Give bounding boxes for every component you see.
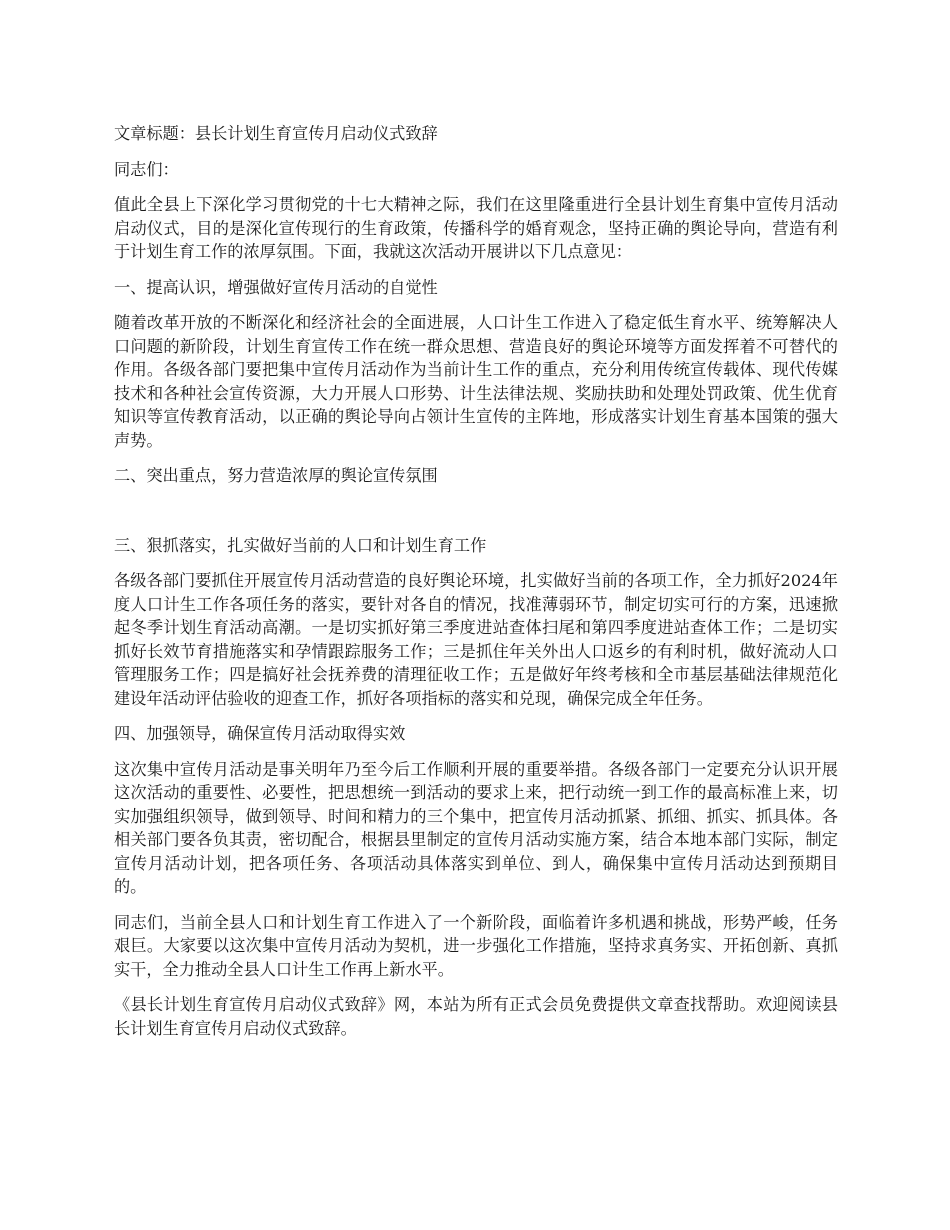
article-title: 文章标题：县长计划生育宣传月启动仪式致辞 bbox=[114, 124, 438, 143]
section-4-paragraph: 这次集中宣传月活动是事关明年乃至今后工作顺利开展的重要举措。各级各部门一定要充分认识开展这次活动的重要性、必要性，把思想统一到活动的要求上来，把行动统一到工作的最高标准上来，切实加强组织领导，做到领导、时间和精力的三个集中，把宣传月活动抓紧、抓细、抓实、抓具体。各相关部门要各负其责，密切配合，根据县里制定的宣传月活动实施方案，结合本地本部门实际，制定宣传月活动计划，把各项任务、各项活动具体落实到单位、到人，确保集中宣传月活动达到预期目的。 bbox=[114, 759, 838, 896]
section-2-empty-space bbox=[114, 500, 838, 534]
intro-paragraph: 值此全县上下深化学习贯彻党的十七大精神之际，我们在这里隆重进行全县计划生育集中宣传月活动启动仪式，目的是深化宣传现行的生育政策，传播科学的婚育观念，坚持正确的舆论导向，营造有利于计划生育工作的浓厚氛围。下面，我就这次活动开展讲以下几点意见： bbox=[114, 195, 838, 261]
document-body bbox=[114, 122, 838, 1052]
closing-paragraph: 同志们，当前全县人口和计划生育工作进入了一个新阶段，面临着许多机遇和挑战，形势严峻，任务艰巨。大家要以这次集中宣传月活动为契机，进一步强化工作措施，坚持求真务实、开拓创新、真抓实干，全力推动全县人口计生工作再上新水平。 bbox=[114, 912, 838, 979]
section-4-heading: 四、加强领导，确保宣传月活动取得实效 bbox=[114, 724, 406, 743]
section-3-paragraph: 各级各部门要抓住开展宣传月活动营造的良好舆论环境，扎实做好当前的各项工作，全力抓好2024年度人口计生工作各项任务的落实，要针对各自的情况，找准薄弱环节，制定切实可行的方案，迅速掀起冬季计划生育活动高潮。一是切实抓好第三季度进站查体扫尾和第四季度进站查体工作；二是切实抓好长效节育措施落实和孕情跟踪服务工作；三是抓住年关外出人口返乡的有利时机，做好流动人口管理服务工作；四是搞好社会抚养费的清理征收工作；五是做好年终考核和全市基层基础法律规范化建设年活动评估验收的迎查工作，抓好各项指标的落实和兑现，确保完成全年任务。 bbox=[114, 571, 838, 708]
footer-note: 《县长计划生育宣传月启动仪式致辞》网，本站为所有正式会员免费提供文章查找帮助。欢迎阅读县长计划生育宣传月启动仪式致辞。 bbox=[114, 995, 838, 1038]
section-3-heading: 三、狠抓落实，扎实做好当前的人口和计划生育工作 bbox=[114, 535, 487, 555]
section-1-heading: 一、提高认识，增强做好宣传月活动的自觉性 bbox=[114, 277, 438, 297]
section-2-heading: 二、突出重点，努力营造浓厚的舆论宣传氛围 bbox=[114, 466, 438, 485]
section-1-paragraph: 随着改革开放的不断深化和经济社会的全面进展，人口计生工作进入了稳定低生育水平、统筹解决人口问题的新阶段，计划生育宣传工作在统一群众思想、营造良好的舆论环境等方面发挥着不可替代的作用。各级各部门要把集中宣传月活动作为当前计生工作的重点，充分利用传统宣传载体、现代传媒技术和各种社会宣传资源，大力开展人口形势、计生法律法规、奖励扶助和处理处罚政策、优生优育知识等宣传教育活动，以正确的舆论导向占领计生宣传的主阵地，形成落实计划生育基本国策的强大声势。 bbox=[114, 313, 838, 450]
greeting: 同志们： bbox=[114, 159, 179, 179]
